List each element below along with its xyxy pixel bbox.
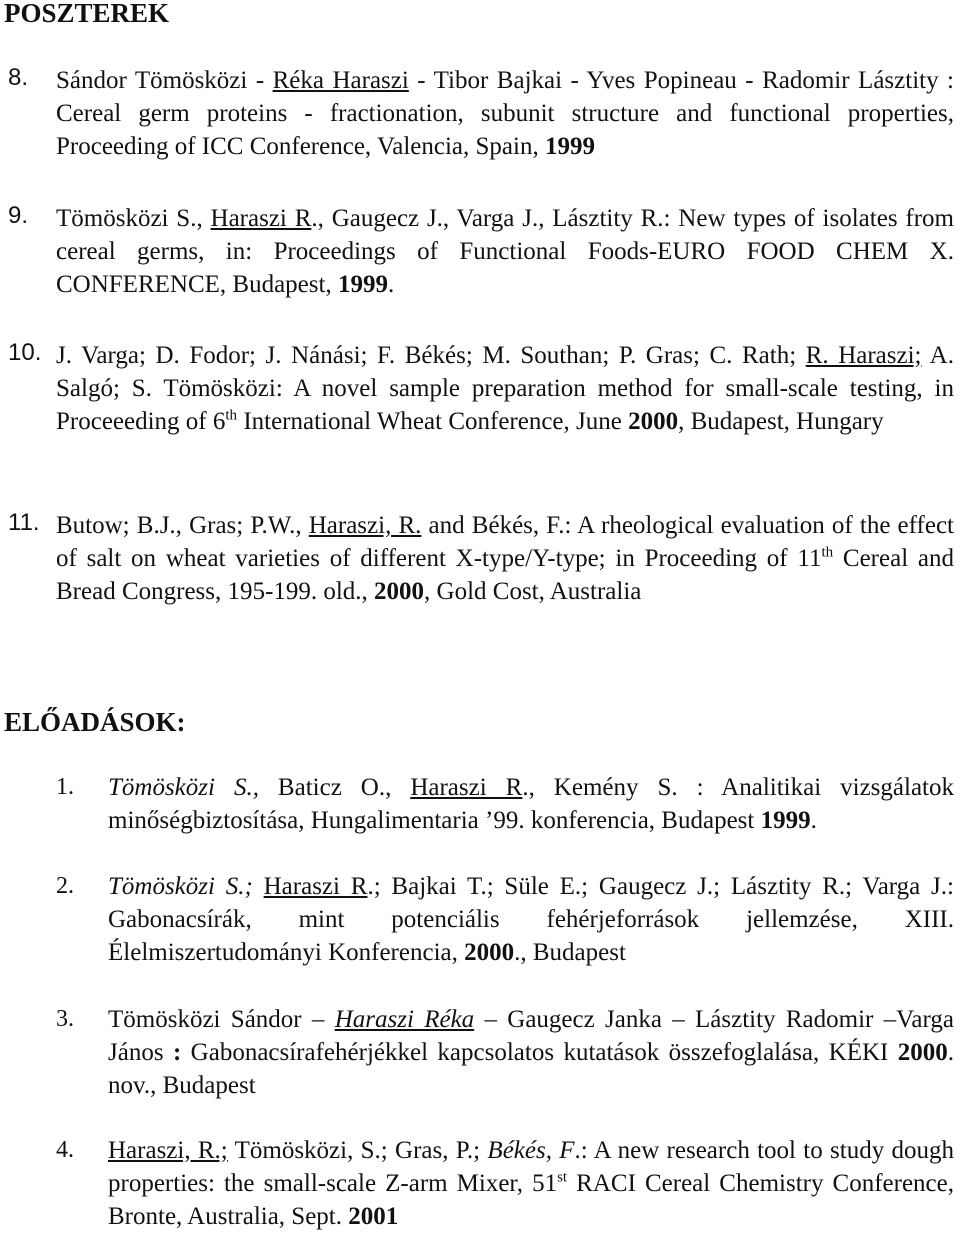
text-run: ., Budapest [514,939,626,966]
text-run: Haraszi, R.; [108,1137,228,1164]
text-run [253,873,264,900]
text-run: and Békés, F.: A rheological evaluation of the effect of salt on wheat varieties of different X-type/Y-type; in Proceeding of 11 [56,512,954,572]
text-run: Butow; B.J., Gras; P.W., [56,512,309,539]
text-run: 2000 [628,408,679,435]
text-run: Haraszi, R. [308,512,422,539]
text-run: 1999 [337,271,388,298]
text-run: Sándor Tömösközi - [56,67,273,94]
entry-text [56,339,954,438]
talks-heading: ELŐADÁSOK: [4,707,186,737]
text-run: R. Haraszi; [805,342,922,369]
text-run: th [225,407,238,424]
entry-number: 2. [56,873,74,899]
text-run: 2000 [374,578,425,605]
entry-text [108,1003,954,1102]
text-run: 1999 [760,807,811,834]
text-run: Gabonacsírafehérjékkel kapcsolatos kutatások összefoglalása, KÉKI [181,1039,898,1066]
entry-text [108,1134,954,1233]
text-run: . [810,807,817,834]
text-run: – Gaugecz Janka – Lásztity Radomir –Varga János [108,1006,954,1066]
text-run: RACI Cereal Chemistry Conference, Bronte, Australia, Sept. [108,1170,954,1230]
entry-text [56,202,954,301]
entry-number: 1. [56,774,74,800]
text-run: Haraszi R [210,205,312,232]
text-run: Haraszi R [410,774,523,801]
text-run: .; Bajkai T.; Süle E.; Gaugecz J.; Lásztity R.; Varga J.: Gabonacsírák, mint potenciális fehérjeforrások jellemzése, XIII. Élelmiszertudományi Konferencia, [108,873,954,966]
text-run: : [172,1039,182,1066]
posters-heading: POSZTEREK [4,0,170,28]
text-run: Tömösközi Sándor – [108,1006,335,1033]
text-run: Haraszi R [263,873,368,900]
text-run: . nov., Budapest [108,1039,955,1099]
text-run: Baticz O., [258,774,411,801]
text-run: J. Varga; D. Fodor; J. Nánási; F. Békés; M. Southan; P. Gras; C. Rath; [56,342,806,369]
text-run: , Budapest, Hungary [678,408,884,435]
text-run: . [387,271,395,298]
entry-text [108,870,954,969]
entry-number: 9. [8,202,29,229]
text-run: th [821,544,834,561]
text-run: Békés, F [487,1137,575,1164]
entry-number: 3. [56,1006,74,1032]
entry-text [56,64,954,163]
text-run: 2000 [464,939,515,966]
text-run: st [557,1169,568,1186]
entry-number: 8. [8,64,29,91]
text-run: Réka Haraszi [272,67,409,94]
entry-text [108,771,954,837]
text-run: .: A new research tool to study dough properties: the small-scale Z-arm Mixer, 51 [108,1137,955,1197]
entry-number: 4. [56,1137,74,1163]
text-run: - Tibor Bajkai - Yves Popineau - Radomir Lásztity : Cereal germ proteins - fractionation, subunit structure and functional properties, Proceeding of ICC Conference, Valencia, Spain, [56,67,955,160]
text-run: Haraszi Réka [334,1006,475,1033]
text-run: ., Gaugecz J., Varga J., Lásztity R.: New types of isolates from cereal germs, in: Proceedings of Functional Foods-EURO FOOD CHEM X. CONFERENCE, Budapest, [56,205,954,298]
text-run: International Wheat Conference, June [237,408,629,435]
text-run: Tömösközi S.; [108,873,253,900]
text-run: Tömösközi S., [108,774,259,801]
text-run: 2000 [897,1039,948,1066]
text-run: , Gold Cost, Australia [424,578,642,605]
entry-text [56,509,954,608]
text-run: Cereal and Bread Congress, 195-199. old., [56,545,954,605]
text-run: Tömösközi S., [56,205,211,232]
text-run: 2001 [348,1203,399,1230]
text-run: Tömösközi, S.; Gras, P.; [227,1137,488,1164]
entry-number: 11. [8,509,40,536]
text-run: A. Salgó; S. Tömösközi: A novel sample preparation method for small-scale testing, in Proceeeding of 6 [56,342,954,435]
entry-number: 10. [8,339,42,366]
text-run: 1999 [544,133,595,160]
text-run: ., Kemény S. : Analitikai vizsgálatok minőségbiztosítása, Hungalimentaria ’99. konferencia, Budapest [108,774,954,834]
